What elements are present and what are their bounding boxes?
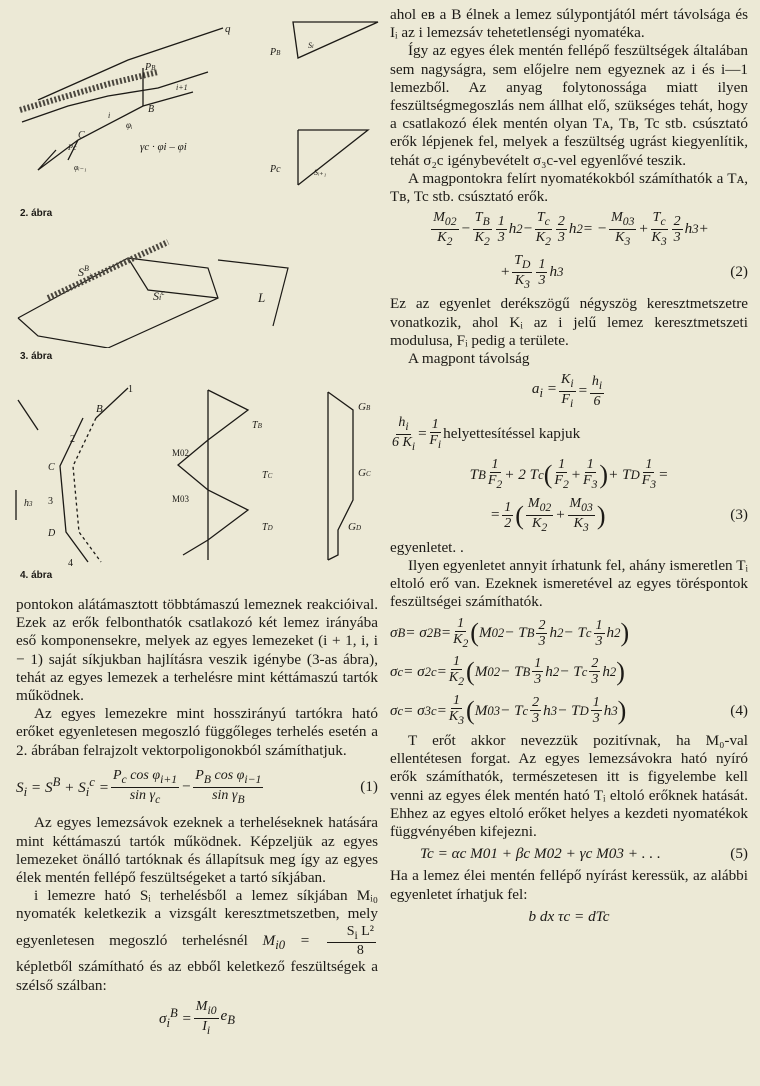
left-paragraph-1: pontokon alátámasztott többtámaszú lemeznek reakcióival. Ezek az erők felbonthatók csatlakozó két lemez irányába eső komponensekre, melyek az egyes lemezeket (i + 1, i, i − 1) saját síkjukban hajlításra veszik igénybe (3-as ábra), tehát az egyes lemezek a terhelésre mint kéttámaszú tartók működnek. <box>16 596 378 705</box>
equation-2-number: (2) <box>730 263 748 281</box>
equation-4-line-2: σ c = σ 2c = $\frac{1}{K_2}$ ( M 02 − T B $\frac{1}{3}$ h 2 − T c $\frac{2}{3}$ h 2 ) <box>390 654 625 689</box>
equation-6 <box>390 908 748 926</box>
svg-text:φᵢ₋₁: φᵢ₋₁ <box>74 163 87 172</box>
svg-text:q: q <box>225 23 231 35</box>
right-paragraph-1: ahol eʙ a B élnek a lemez súlypontjától mért távolsága és Iᵢ az i lemezsáv tehetetlenségi nyomatéka. <box>390 6 748 42</box>
figure-4-caption: 4. ábra <box>20 570 53 581</box>
svg-text:M03: M03 <box>172 494 190 504</box>
right-paragraph-8: Ilyen egyenletet annyit írhatunk fel, ahány ismeretlen Tᵢ eltoló erő van. Ezeknek ismeretével az egyes töréspontok feszültségei számíthatók. <box>390 557 748 611</box>
svg-text:2: 2 <box>70 434 75 445</box>
figure-2 <box>8 10 380 210</box>
equation-4-number: (4) <box>730 701 748 719</box>
svg-text:i+1: i+1 <box>176 83 188 92</box>
fig2-relation: γc · φi – φi <box>140 141 187 153</box>
figure-3 <box>8 228 380 348</box>
left-column: pontokon alátámasztott többtámaszú lemeznek reakcióival. Ezek az erők felbonthatók csatlakozó két lemez irányába eső komponensekre, melyek az egyes lemezeket (i + 1, i, i − 1) saját síkjukban hajlításra veszik igénybe (3-as ábra), tehát az egyes lemezek a terhelésre mint kéttámaszú tartók működnek. Az egyes lemezekre mint hosszirányú tartókra ható erőket egyenletesen megoszló függőleges terhelés esetén a 2. ábrában felrajzolt vektorpoligonokból számíthatjuk. $S_i = S^B + S_i^c$ = $\frac{P_c \cos \varphi_{i+1}}{\sin \gamma_c}$ − $\frac{P_B \cos \varphi_{i-1}}{\sin \gamma_B}$ (1) Az egyes lemezsávok ezeknek a terheléseknek hatására mint kéttámaszú tartók működnek. Képzeljük az egyes lemezeket önálló tartóknak és állapítsuk meg így az egyes élek mentén fellépő feszültségeket a tartó síkjában. i lemezre ható Sᵢ terhelésből a lemez síkjában Mᵢ₀ nyomaték keletkezik a vizsgált keresztmetszetben, mely egyenletesen megoszló terhelésnél $M_{i0}$ = $\frac{S_i L^2}{8}$ képletből számítható és az ebből keletkező feszültségek a szélső szálban: $\sigma_i^B$ = $\frac{M_{i0}}{I_i}$ $e_B$ <box>16 596 378 1037</box>
equation-core-distance: $a_i$ = $\frac{K_i}{F_i}$ = $\frac{h_i}{6}$ <box>531 372 603 410</box>
svg-text:L: L <box>258 290 266 305</box>
right-paragraph-6: helyettesítéssel kapjuk <box>443 425 581 443</box>
right-paragraph-10: Ha a lemez élei mentén fellépő nyírást keressük, az alábbi egyenletet írhatjuk fel: <box>390 867 748 903</box>
right-column: ahol eʙ a B élnek a lemez súlypontjától mért távolsága és Iᵢ az i lemezsáv tehetetlenségi nyomatéka. Így az egyes élek mentén fellépő feszültségek általában sem nagyságra, sem előjelre nem egyeznek az i és i—1 lemezből. Az anyag folytonossága miatt ilyen feszültségmegoszlás nem állhat elő, szükséges tehát, hogy a csatlakozó élek mentén olyan Tᴀ, Tʙ, Tc stb. csúsztató erők lépjenek fel, melyek a feszültség ugrást kiegyenlítik, tehát σ₂c igénybevételt σ₃c-vel egyenlővé teszik. A magpontokra felírt nyomatékokból számíthatók a Tᴀ, Tʙ, Tc stb. csúsztató erők. $\frac{M_{02}}{K_2}$ − $\frac{T_B}{K_2}$ $\frac{1}{3}$ h 2 − $\frac{T_c}{K_2}$ $\frac{2}{3}$ h 2 = − $\frac{M_{03}}{K_3}$ + $\frac{T_c}{K_3}$ $\frac{2}{3}$ h 3 + + $\frac{T_D}{K_3}$ $\frac{1}{3}$ h 3 (2) Ez az egyenlet derékszögű négyszög keresztmetszetre vonatkozik, ahol Kᵢ az i jelű lemez keresztmetszeti modulusa, Fᵢ pedig a területe. A magpont távolság $a_i$ = $\frac{K_i}{F_i}$ = $\frac{h_i}{6}$ $\frac{h_i}{6 K_i}$ = $\frac{1}{F_i}$ helyettesítéssel kapjuk T B $\frac{1}{F_2}$ + 2 T c ( $\frac{1}{F_2}$ + $\frac{1}{F_3}$ ) + T D $\frac{1}{F_3}$ = = $\frac{1}{2}$ ( $\frac{M_{02}}{K_2}$ + $\frac{M_{03}}{K_3}$ ) (3) egyenletet. . Ilyen egyenletet annyit írhatunk fel, ahány ismeretlen Tᵢ eltoló erő van. Ezeknek ismeretével az egyes töréspontok feszültségei számíthatók. σ B = σ 2B = $\frac{1}{K_2}$ ( M 02 − T B $\frac{2}{3}$ h 2 − T c $\frac{1}{3}$ h 2 ) σ c = σ 2c = $\frac{1}{K_2}$ ( M 02 − T B $\frac{1}{3}$ h 2 − T c $\frac{2}{3}$ h 2 ) σ c = σ 3c = $\frac{1}{K_3}$ ( M 03 − T c $\frac{2}{3}$ h 3 − T D $\frac{1}{3}$ h 3 ) (4) T erőt akkor nevezzük pozitívnak, ha M₀-val ellentétesen forgat. Az egyes lemezsávokra ható nyíró erők számíthatók, természetesen itt is figyelembe kell venni az egyes élek mentén ható Tᵢ eltoló erőknek hatását. Ehhez az egyes eltoló erőket helyes a kezdeti nyomatékok függvényében kifejezni. Tc = αc M01 + βc M02 + γc M03 + . . . (5) Ha a lemez élei mentén fellépő nyírást keressük, az alábbi egyenletet írhatjuk fel: b dx τc = dTc <box>390 6 748 925</box>
right-paragraph-7: egyenletet. . <box>390 538 464 556</box>
equation-6-body: b dx τc = dTc <box>528 907 610 925</box>
equation-3-line-2: = $\frac{1}{2}$ ( $\frac{M_{02}}{K_2}$ + $\frac{M_{03}}{K_3}$ ) (3) <box>490 496 748 534</box>
svg-text:D: D <box>48 528 56 539</box>
left-paragraph-4b: képletből számítható és az ebből keletkező feszültségek a szélső szálban: <box>16 958 378 994</box>
svg-text:φᵢ: φᵢ <box>126 120 133 130</box>
svg-text:GD: GD <box>348 521 362 533</box>
svg-text:PB: PB <box>270 47 281 58</box>
svg-text:Sic: Si$^c$ <box>153 288 165 303</box>
svg-text:B: B <box>148 104 155 115</box>
equation-4-line-1: σ B = σ 2B = $\frac{1}{K_2}$ ( M 02 − T B $\frac{2}{3}$ h 2 − T c $\frac{1}{3}$ h 2 ) <box>390 615 630 650</box>
svg-text:C: C <box>48 462 55 473</box>
svg-text:SBi: $S^B_i$ <box>78 264 92 281</box>
svg-text:Pc: Pc <box>270 164 281 175</box>
equation-2-line-2: + $\frac{T_D}{K_3}$ $\frac{1}{3}$ h 3 (2) <box>500 252 748 291</box>
figure-3-caption: 3. ábra <box>20 351 53 362</box>
equation-2-line-1: $\frac{M_{02}}{K_2}$ − $\frac{T_B}{K_2}$ $\frac{1}{3}$ h 2 − $\frac{T_c}{K_2}$ $\frac{2}{3}$ h 2 = − $\frac{M_{03}}{K_3}$ + $\frac{T_c}{K_3}$ $\frac{2}{3}$ h 3 + <box>433 210 709 248</box>
svg-text:3: 3 <box>48 496 53 507</box>
figure-4 <box>8 380 380 570</box>
equation-1-number: (1) <box>360 778 378 796</box>
right-paragraph-3: A magpontokra felírt nyomatékokból számíthatók a Tᴀ, Tʙ, Tc stb. csúsztató erők. <box>390 169 748 206</box>
svg-text:i: i <box>108 111 111 120</box>
left-paragraph-4a: i lemezre ható Sᵢ terhelésből a lemez síkjában Mᵢ₀ nyomaték keletkezik a vizsgált keresztmetszetben, mely egyenletesen megoszló terhelésnél <box>16 887 378 949</box>
equation-stress-b: $\sigma_i^B$ = $\frac{M_{i0}}{I_i}$ $e_B$ <box>158 998 236 1037</box>
svg-text:B: B <box>96 403 103 415</box>
svg-text:TD: TD <box>262 522 273 533</box>
svg-text:Pc: Pc <box>68 143 77 152</box>
equation-4-line-3: σ c = σ 3c = $\frac{1}{K_3}$ ( M 03 − T c $\frac{2}{3}$ h 3 − T D $\frac{1}{3}$ h 3 ) (4) <box>390 693 748 728</box>
svg-text:Sᵢ₊₁: Sᵢ₊₁ <box>314 168 327 177</box>
equation-5 <box>390 845 748 863</box>
equation-5-body: Tc = αc M01 + βc M02 + γc M03 + . . . <box>420 845 661 863</box>
equation-3-line-1: T B $\frac{1}{F_2}$ + 2 T c ( $\frac{1}{F_2}$ + $\frac{1}{F_3}$ ) + T D $\frac{1}{F_3}$ = <box>469 457 669 492</box>
svg-text:TB: TB <box>252 420 262 431</box>
right-paragraph-9: T erőt akkor nevezzük pozitívnak, ha M₀-val ellentétesen forgat. Az egyes lemezsávokra ható nyíró erők számíthatók, természetesen itt is figyelembe kell venni az egyes élek mentén ható Tᵢ eltoló erőknek hatását. Ehhez az egyes eltoló erőket helyes a kezdeti nyomatékok függvényében kifejezni. <box>390 732 748 841</box>
svg-text:TC: TC <box>262 470 273 481</box>
svg-text:C: C <box>78 130 85 141</box>
svg-text:1: 1 <box>128 384 133 395</box>
svg-text:Si: Si <box>308 41 314 50</box>
svg-text:h3: h3 <box>24 498 33 509</box>
equation-1: $S_i = S^B + S_i^c$ = $\frac{P_c \cos \varphi_{i+1}}{\sin \gamma_c}$ − $\frac{P_B \cos \varphi_{i-1}}{\sin \gamma_B}$ (1) <box>16 767 378 806</box>
left-paragraph-3: Az egyes lemezsávok ezeknek a terheléseknek hatására mint kéttámaszú tartók működnek. Képzeljük az egyes lemezeket önálló tartóknak és állapítsuk meg így az egyes élek mentén fellépő feszültségeket a tartó síkjában. <box>16 814 378 887</box>
right-paragraph-2: Így az egyes élek mentén fellépő feszültségek általában sem nagyságra, sem előjelre nem egyeznek az i és i—1 lemezből. Az anyag folytonossága miatt ilyen feszültségmegoszlás nem állhat elő, szükséges tehát, hogy a csatlakozó élek mentén olyan Tᴀ, Tʙ, Tc stb. csúsztató erők lépjenek fel, melyek a feszültség ugrást kiegyenlítik, tehát σ₂c igénybevételt σ₃c-vel egyenlővé teszik. <box>390 42 748 169</box>
svg-text:PB: PB <box>145 62 156 73</box>
svg-text:M02: M02 <box>172 448 190 458</box>
right-paragraph-5: A magpont távolság <box>408 350 530 368</box>
svg-text:4: 4 <box>68 558 73 569</box>
svg-text:GB: GB <box>358 401 371 413</box>
svg-text:GC: GC <box>358 467 371 479</box>
equation-3-number: (3) <box>730 506 748 524</box>
equation-5-number: (5) <box>730 845 748 863</box>
left-paragraph-2: Az egyes lemezekre mint hosszirányú tartókra ható erőket egyenletesen megoszló függőleges terhelés esetén a 2. ábrában felrajzolt vektorpoligonokból számíthatjuk. <box>16 705 378 759</box>
figure-2-caption: 2. ábra <box>20 208 53 219</box>
right-paragraph-4: Ez az egyenlet derékszögű négyszög keresztmetszetre vonatkozik, ahol Kᵢ az i jelű lemez keresztmetszeti modulusa, Fᵢ pedig a területe. <box>390 295 748 349</box>
